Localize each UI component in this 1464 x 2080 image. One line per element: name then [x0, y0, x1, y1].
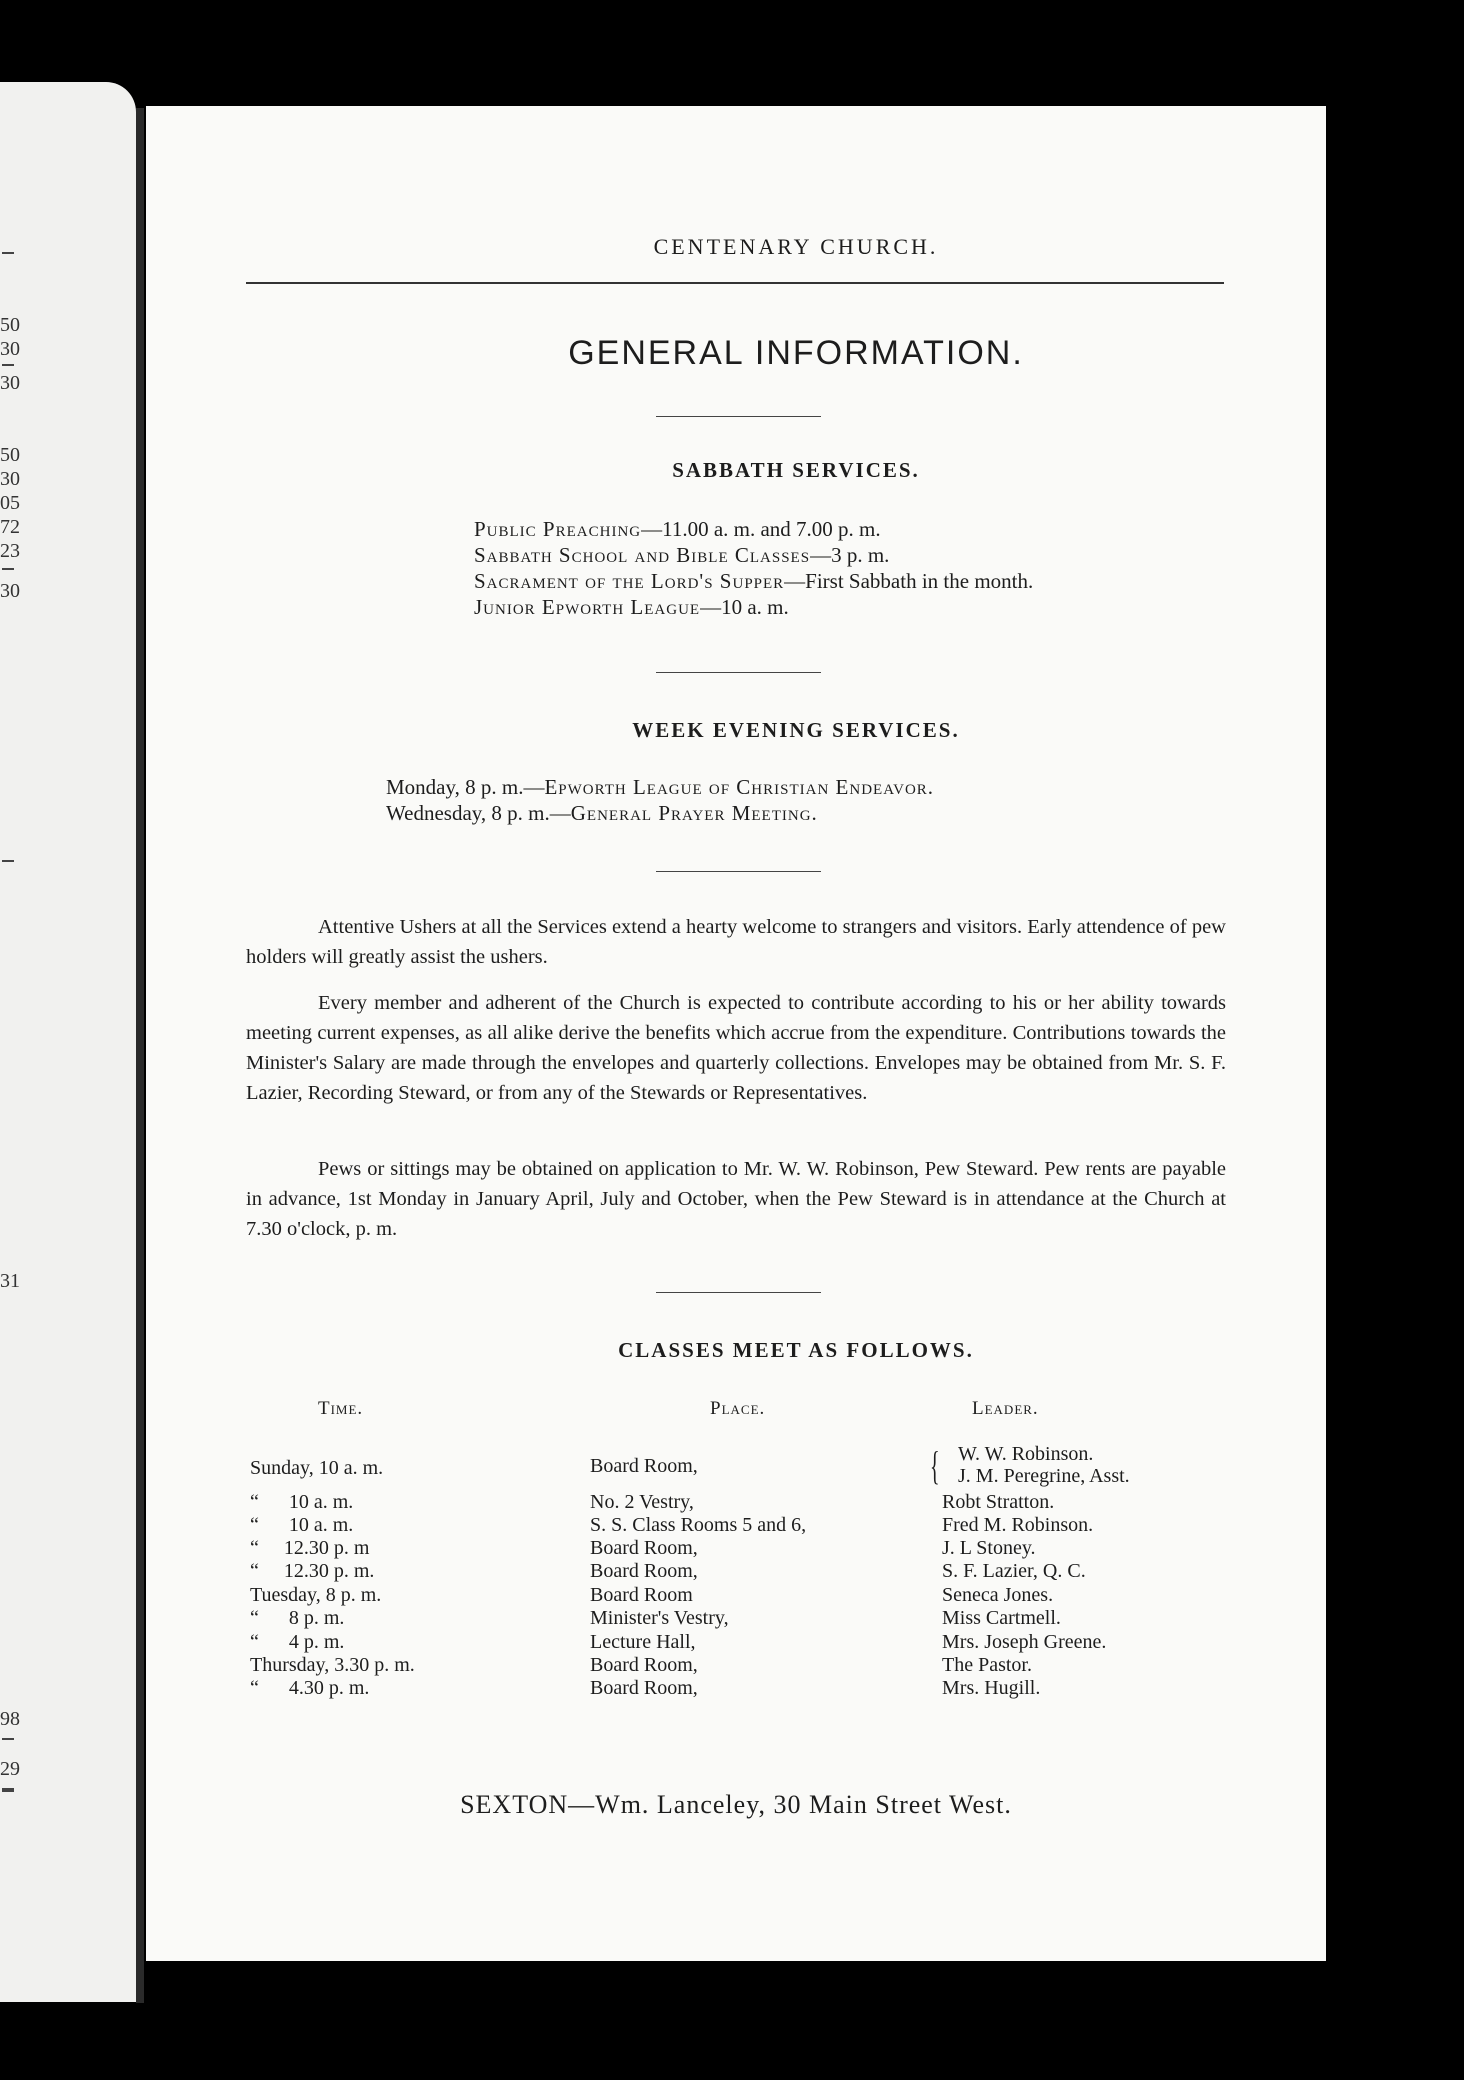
class-leader: W. W. Robinson.: [958, 1443, 1094, 1465]
margin-number: 31: [0, 1270, 20, 1292]
margin-number: 72: [0, 516, 20, 538]
service-label: Sacrament of the Lord's Supper: [474, 569, 785, 593]
sabbath-services-heading: SABBATH SERVICES.: [672, 458, 920, 482]
margin-number: 30: [0, 580, 20, 602]
class-time: Tuesday, 8 p. m.: [250, 1584, 382, 1606]
service-label: Public Preaching: [474, 517, 642, 541]
margin-number: 50: [0, 314, 20, 336]
service-label: Sabbath School and Bible Classes: [474, 543, 811, 567]
brace-symbol: {: [930, 1443, 940, 1488]
class-leader: S. F. Lazier, Q. C.: [942, 1560, 1086, 1582]
sabbath-service-line: [474, 516, 881, 542]
sexton-line: SEXTON—Wm. Lanceley, 30 Main Street West.: [460, 1790, 1012, 1819]
service-time: —11.00 a. m. and 7.00 p. m.: [641, 517, 881, 541]
week-service-line: [386, 800, 818, 826]
class-place: No. 2 Vestry,: [590, 1491, 694, 1513]
contributions-paragraph: Every member and adherent of the Church is expected to contribute according to his or her ability towards meeting current expenses, as all alike derive the benefits which accrue from the expenditure. Contributions towards the Minister's Salary are made through the envelopes and quarterly collections. Envelopes may be obtained from Mr. S. F. Lazier, Recording Steward, or from any of the Stewards or Representatives.: [246, 992, 1226, 1104]
margin-number: 23: [0, 540, 20, 562]
classes-heading: CLASSES MEET AS FOLLOWS.: [618, 1338, 974, 1362]
service-label: General Prayer Meeting.: [570, 801, 818, 825]
sabbath-service-line: [474, 542, 889, 568]
section-divider: [656, 871, 821, 872]
document-page: [146, 106, 1326, 1961]
class-time: “ 8 p. m.: [250, 1607, 345, 1629]
margin-dash: [2, 1788, 14, 1792]
margin-number: 30: [0, 338, 20, 360]
class-place: Board Room,: [590, 1654, 698, 1676]
class-leader: Mrs. Joseph Greene.: [942, 1631, 1107, 1653]
class-leader: J. L Stoney.: [942, 1537, 1036, 1559]
section-divider: [656, 416, 821, 417]
class-time: “ 12.30 p. m: [250, 1537, 370, 1559]
class-leader: Miss Cartmell.: [942, 1607, 1061, 1629]
service-time: —10 a. m.: [700, 595, 789, 619]
class-time: “ 10 a. m.: [250, 1514, 354, 1536]
class-place: Board Room,: [590, 1537, 698, 1559]
service-time: Monday, 8 p. m.—: [386, 775, 545, 799]
class-time: “ 10 a. m.: [250, 1491, 354, 1513]
margin-number: 29: [0, 1758, 20, 1780]
week-service-line: [386, 774, 934, 800]
column-header-place: Place.: [710, 1398, 766, 1419]
class-time: Sunday, 10 a. m.: [250, 1457, 384, 1479]
sabbath-service-line: [474, 594, 789, 620]
class-leader: J. M. Peregrine, Asst.: [958, 1465, 1130, 1487]
section-divider: [656, 672, 821, 673]
margin-number: 98: [0, 1708, 20, 1730]
running-head: CENTENARY CHURCH.: [653, 234, 939, 259]
class-leader: Mrs. Hugill.: [942, 1677, 1041, 1699]
page-title: GENERAL INFORMATION.: [568, 334, 1024, 372]
margin-dash: [2, 568, 14, 570]
class-leader: The Pastor.: [942, 1654, 1032, 1676]
class-place: S. S. Class Rooms 5 and 6,: [590, 1514, 807, 1536]
margin-dash: [2, 860, 14, 862]
class-place: Board Room,: [590, 1455, 698, 1477]
class-time: “ 12.30 p. m.: [250, 1560, 375, 1582]
week-evening-services-heading: WEEK EVENING SERVICES.: [632, 718, 960, 742]
margin-dash: [2, 364, 14, 366]
page-gutter: [136, 108, 144, 2003]
class-leader: Fred M. Robinson.: [942, 1514, 1094, 1536]
margin-dash: [2, 1738, 14, 1740]
header-rule: [246, 282, 1224, 284]
service-time: —3 p. m.: [810, 543, 890, 567]
class-place: Lecture Hall,: [590, 1631, 696, 1653]
class-time: “ 4.30 p. m.: [250, 1677, 370, 1699]
column-header-time: Time.: [318, 1398, 364, 1419]
class-time: Thursday, 3.30 p. m.: [250, 1654, 415, 1676]
margin-number: 30: [0, 372, 20, 394]
margin-number: 50: [0, 444, 20, 466]
margin-number: 30: [0, 468, 20, 490]
service-time: Wednesday, 8 p. m.—: [386, 801, 571, 825]
pews-paragraph: Pews or sittings may be obtained on application to Mr. W. W. Robinson, Pew Steward. Pew rents are payable in advance, 1st Monday in January April, July and October, when the Pew Steward is in attendance at the Church at 7.30 o'clock, p. m.: [246, 1158, 1226, 1240]
sabbath-service-line: [474, 568, 1033, 594]
margin-dash: [2, 252, 14, 254]
service-label: Epworth League of Christian Endeavor.: [544, 775, 935, 799]
column-header-leader: Leader.: [972, 1398, 1039, 1419]
class-leader: Seneca Jones.: [942, 1584, 1054, 1606]
class-place: Board Room,: [590, 1677, 698, 1699]
class-place: Minister's Vestry,: [590, 1607, 729, 1629]
class-time: “ 4 p. m.: [250, 1631, 345, 1653]
previous-page-edge: [0, 82, 136, 2002]
class-place: Board Room: [590, 1584, 693, 1606]
class-leader: Robt Stratton.: [942, 1491, 1055, 1513]
margin-number: 05: [0, 492, 20, 514]
section-divider: [656, 1292, 821, 1293]
class-place: Board Room,: [590, 1560, 698, 1582]
service-label: Junior Epworth League: [474, 595, 701, 619]
ushers-paragraph: Attentive Ushers at all the Services extend a hearty welcome to strangers and visitors. Early attendence of pew holders will greatly assist the ushers.: [246, 916, 1226, 968]
service-time: —First Sabbath in the month.: [784, 569, 1034, 593]
